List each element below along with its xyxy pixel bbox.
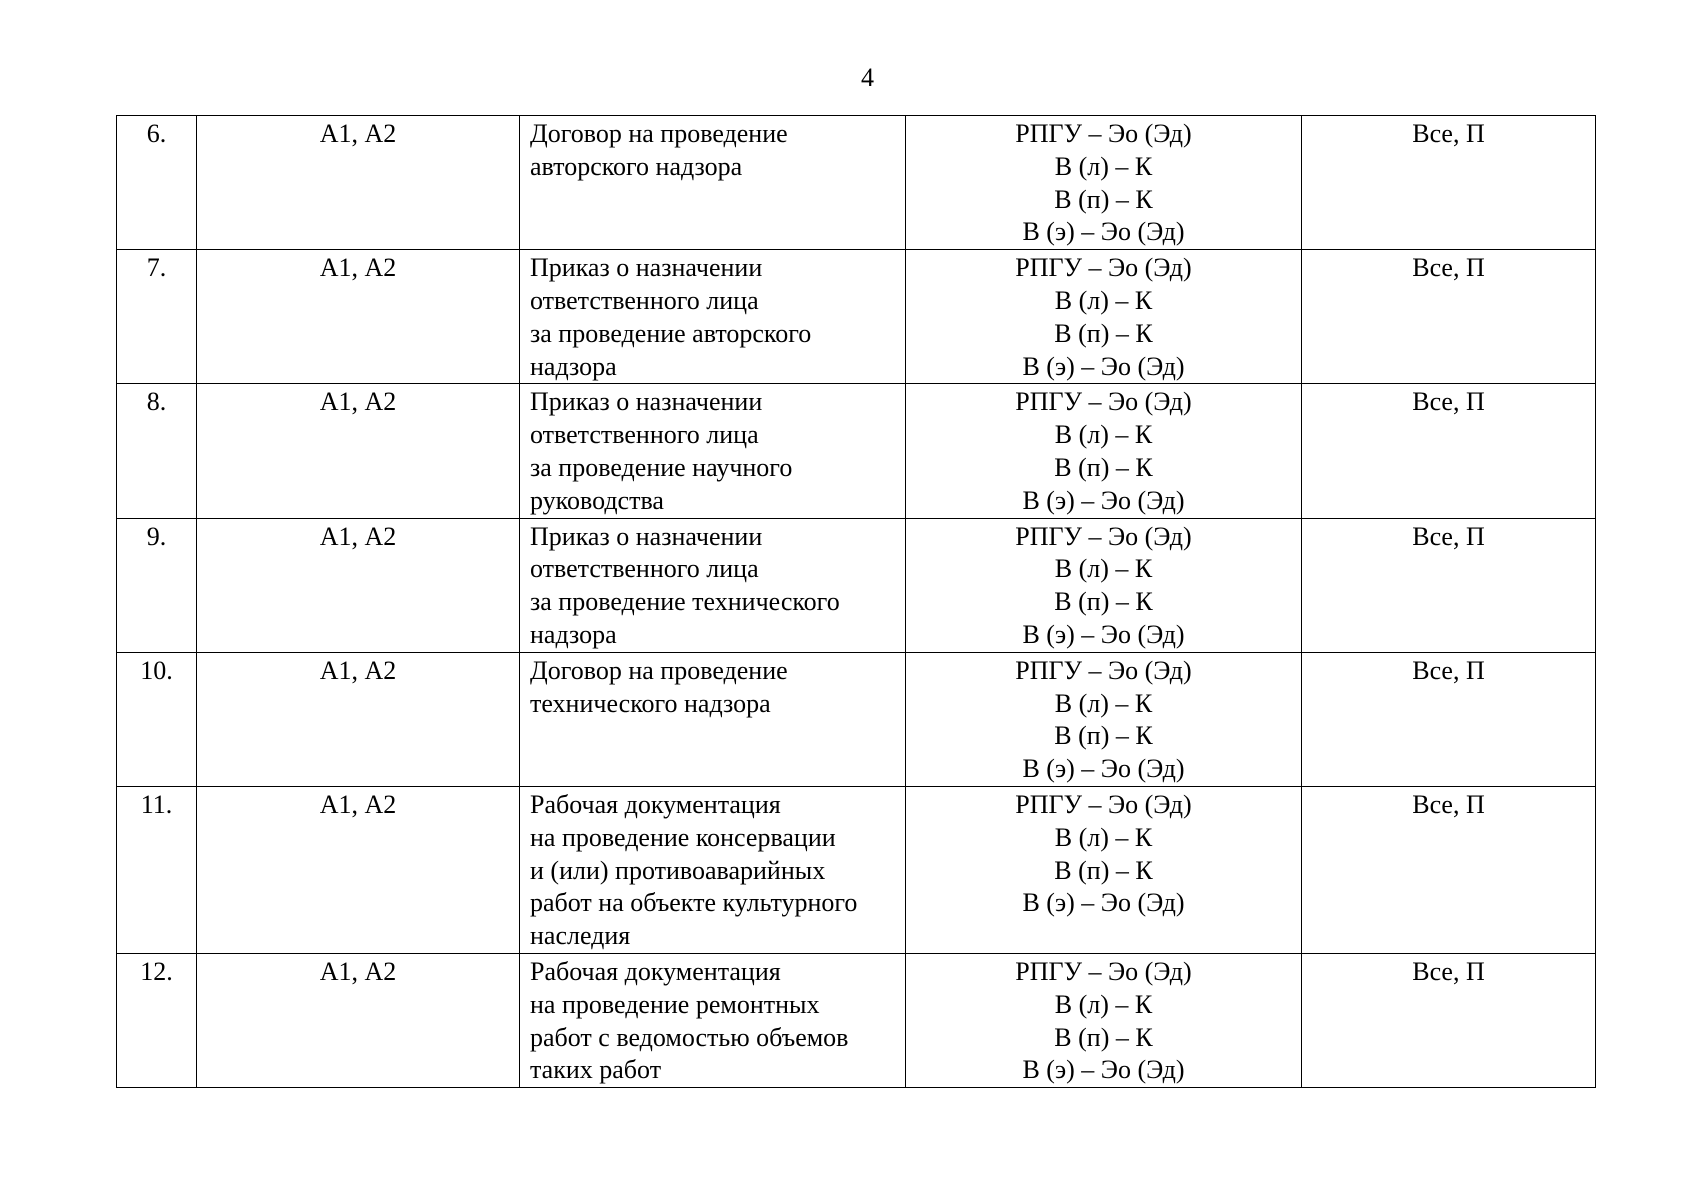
- category-code: А1, А2: [197, 953, 520, 1087]
- document-name-line: Приказ о назначении: [530, 521, 763, 551]
- document-name-line: Приказ о назначении: [530, 253, 763, 283]
- category-code: А1, А2: [197, 518, 520, 652]
- submission-form-line: В (л) – К: [1054, 688, 1153, 718]
- document-name-line: Рабочая документация: [530, 789, 781, 819]
- submission-form-line: В (э) – Эо (Эд): [1022, 485, 1185, 515]
- document-name-line: работ на объекте культурного: [530, 888, 858, 918]
- document-name: [520, 652, 906, 786]
- submission-form-line: РПГУ – Эо (Эд): [1015, 789, 1192, 819]
- applicant-category: Все, П: [1302, 786, 1596, 953]
- applicant-category: Все, П: [1302, 652, 1596, 786]
- submission-form: [906, 786, 1302, 953]
- submission-form-line: РПГУ – Эо (Эд): [1015, 119, 1192, 148]
- category-code: А1, А2: [197, 652, 520, 786]
- submission-form-line: В (э) – Эо (Эд): [1022, 217, 1185, 247]
- document-name-line: надзора: [530, 619, 617, 649]
- row-number: 8.: [117, 384, 197, 518]
- document-name-line: таких работ: [530, 1055, 662, 1085]
- submission-form-line: В (п) – К: [1054, 184, 1153, 214]
- submission-form-line: В (э) – Эо (Эд): [1022, 351, 1185, 381]
- category-code: А1, А2: [197, 116, 520, 250]
- table-row: [117, 786, 1596, 953]
- submission-form-line: В (л) – К: [1054, 989, 1153, 1019]
- table-row: [117, 652, 1596, 786]
- document-name-line: Приказ о назначении: [530, 387, 763, 417]
- document-name-line: работ с ведомостью объемов: [530, 1022, 849, 1052]
- submission-form-line: В (л) – К: [1054, 151, 1153, 181]
- document-name: [520, 786, 906, 953]
- applicant-category: Все, П: [1302, 518, 1596, 652]
- document-name-line: Договор на проведение: [530, 119, 788, 148]
- row-number: 6.: [117, 116, 197, 250]
- category-code: А1, А2: [197, 250, 520, 384]
- submission-form-line: В (п) – К: [1054, 318, 1153, 348]
- document-name: [520, 953, 906, 1087]
- applicant-category: Все, П: [1302, 384, 1596, 518]
- category-code: А1, А2: [197, 786, 520, 953]
- submission-form-line: В (п) – К: [1054, 855, 1153, 885]
- submission-form: [906, 384, 1302, 518]
- submission-form-line: В (э) – Эо (Эд): [1022, 888, 1185, 918]
- submission-form: [906, 953, 1302, 1087]
- submission-form-line: В (э) – Эо (Эд): [1022, 754, 1185, 784]
- document-name-line: и (или) противоаварийных: [530, 855, 826, 885]
- document-name: [520, 116, 906, 250]
- submission-form-line: В (э) – Эо (Эд): [1022, 1055, 1185, 1085]
- table-row: [117, 518, 1596, 652]
- submission-form-line: В (л) – К: [1054, 822, 1153, 852]
- row-number: 9.: [117, 518, 197, 652]
- submission-form: [906, 116, 1302, 250]
- submission-form-line: В (л) – К: [1054, 285, 1153, 315]
- document-name: [520, 518, 906, 652]
- page-number: 4: [861, 63, 874, 92]
- document-name-line: ответственного лица: [530, 420, 759, 450]
- document-name-line: на проведение консервации: [530, 822, 836, 852]
- document-name-line: авторского надзора: [530, 151, 743, 181]
- row-number: 12.: [117, 953, 197, 1087]
- submission-form: [906, 652, 1302, 786]
- submission-form-line: РПГУ – Эо (Эд): [1015, 521, 1192, 551]
- submission-form-line: В (п) – К: [1054, 1022, 1153, 1052]
- submission-form-line: В (л) – К: [1054, 554, 1153, 584]
- document-name-line: Рабочая документация: [530, 956, 781, 986]
- submission-form-line: В (э) – Эо (Эд): [1022, 619, 1185, 649]
- document-name: [520, 250, 906, 384]
- row-number: 10.: [117, 652, 197, 786]
- submission-form: [906, 518, 1302, 652]
- table-row: [117, 953, 1596, 1087]
- applicant-category: Все, П: [1302, 250, 1596, 384]
- submission-form-line: В (п) – К: [1054, 587, 1153, 617]
- document-name-line: за проведение авторского: [530, 318, 812, 348]
- table-row: [117, 116, 1596, 250]
- document-name-line: надзора: [530, 351, 617, 381]
- submission-form-line: В (л) – К: [1054, 420, 1153, 450]
- document-name-line: руководства: [530, 485, 664, 515]
- document-name: [520, 384, 906, 518]
- submission-form-line: РПГУ – Эо (Эд): [1015, 956, 1192, 986]
- document-name-line: ответственного лица: [530, 554, 759, 584]
- submission-form-line: РПГУ – Эо (Эд): [1015, 253, 1192, 283]
- submission-form-line: В (п) – К: [1054, 721, 1153, 751]
- document-name-line: наследия: [530, 921, 631, 951]
- table-row: [117, 384, 1596, 518]
- submission-form-line: РПГУ – Эо (Эд): [1015, 655, 1192, 685]
- document-name-line: технического надзора: [530, 688, 771, 718]
- applicant-category: Все, П: [1302, 116, 1596, 250]
- document-name-line: Договор на проведение: [530, 655, 788, 685]
- document-name-line: за проведение технического: [530, 587, 840, 617]
- submission-form: [906, 250, 1302, 384]
- document-name-line: на проведение ремонтных: [530, 989, 820, 1019]
- row-number: 11.: [117, 786, 197, 953]
- table-row: [117, 250, 1596, 384]
- submission-form-line: В (п) – К: [1054, 452, 1153, 482]
- applicant-category: Все, П: [1302, 953, 1596, 1087]
- row-number: 7.: [117, 250, 197, 384]
- document-name-line: за проведение научного: [530, 452, 793, 482]
- category-code: А1, А2: [197, 384, 520, 518]
- document-name-line: ответственного лица: [530, 285, 759, 315]
- document-table: [116, 115, 1596, 1088]
- submission-form-line: РПГУ – Эо (Эд): [1015, 387, 1192, 417]
